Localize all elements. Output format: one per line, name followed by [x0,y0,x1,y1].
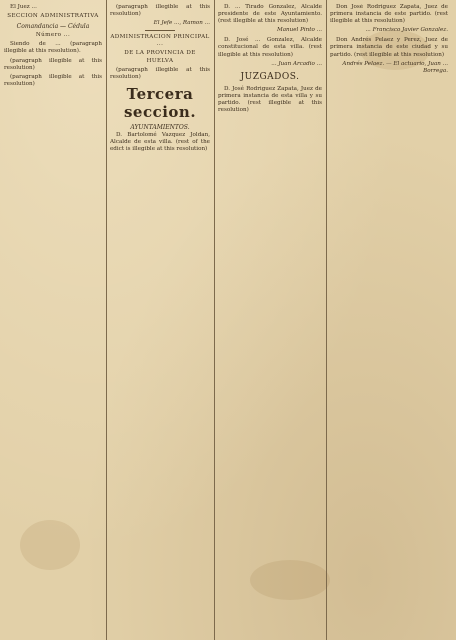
column-4 [330,4,448,632]
column-rule [214,0,215,640]
signature: El Jefe ..., Ramon ... [153,20,210,27]
article-paragraph: D. ... Tirado Gonzalez, Alcalde presidente de este Ayuntamiento. (rest illegible at this resolution) [218,4,322,25]
article-paragraph: D. Bartolomé Vazquez Joldan, Alcalde de esta villa. (rest of the edict is illegible at this resolution) [110,131,210,153]
section-head: ADMINISTRACION PRINCIPAL ... [110,34,210,48]
signature: Andrés Pelaez. — El actuario, Juan ... Borrega. [342,60,448,74]
column-3 [218,4,322,632]
top-line: El Juez ... [10,4,37,10]
article-paragraph: D. José Rodriguez Zapata, Juez de primera instancia de esta villa y su partido. (rest illegible at this resolution) [218,85,322,114]
section-heading: JUZGADOS. [240,71,300,82]
sub-head: Comandancia — Cédula [16,23,90,31]
article-paragraph: Don Andrés Pelaez y Perez, Juez de primera instancia de este ciudad y su partido. (rest illegible at this resolution) [330,37,448,58]
section-title: Tercera seccion. [123,84,197,121]
column-rule [106,0,107,640]
signature: Manuel Pinto ... [276,27,322,34]
sub-head: DE LA PROVINCIA DE HUELVA [124,50,196,64]
column-1 [4,4,102,632]
article-paragraph: (paragraph illegible at this resolution) [110,4,210,18]
number-head: Número ... [35,32,71,39]
article-paragraph: Siendo de ... (paragraph illegible at this resolution). [4,41,102,55]
column-2 [110,4,210,632]
section-head: SECCION ADMINISTRATIVA [7,13,99,20]
article-paragraph: (paragraph illegible at this resolution) [4,57,102,71]
article-paragraph: D. José ... Gonzalez, Alcalde constitucional de esta villa. (rest illegible at this resolution) [218,37,322,58]
column-rule [326,0,327,640]
article-paragraph: Don José Rodriguez Zapata, Juez de primera instancia de este partido. (rest illegible at this resolution) [330,4,448,25]
sub-head: AYUNTAMIENTOS. [130,123,190,131]
article-paragraph: (paragraph illegible at this resolution) [110,66,210,80]
signature: ... Juan Arcadio ... [271,60,322,67]
signature: ... Francisco Javier Gonzalez. [365,27,448,34]
article-paragraph: (paragraph illegible at this resolution) [4,73,102,87]
divider [145,30,175,31]
